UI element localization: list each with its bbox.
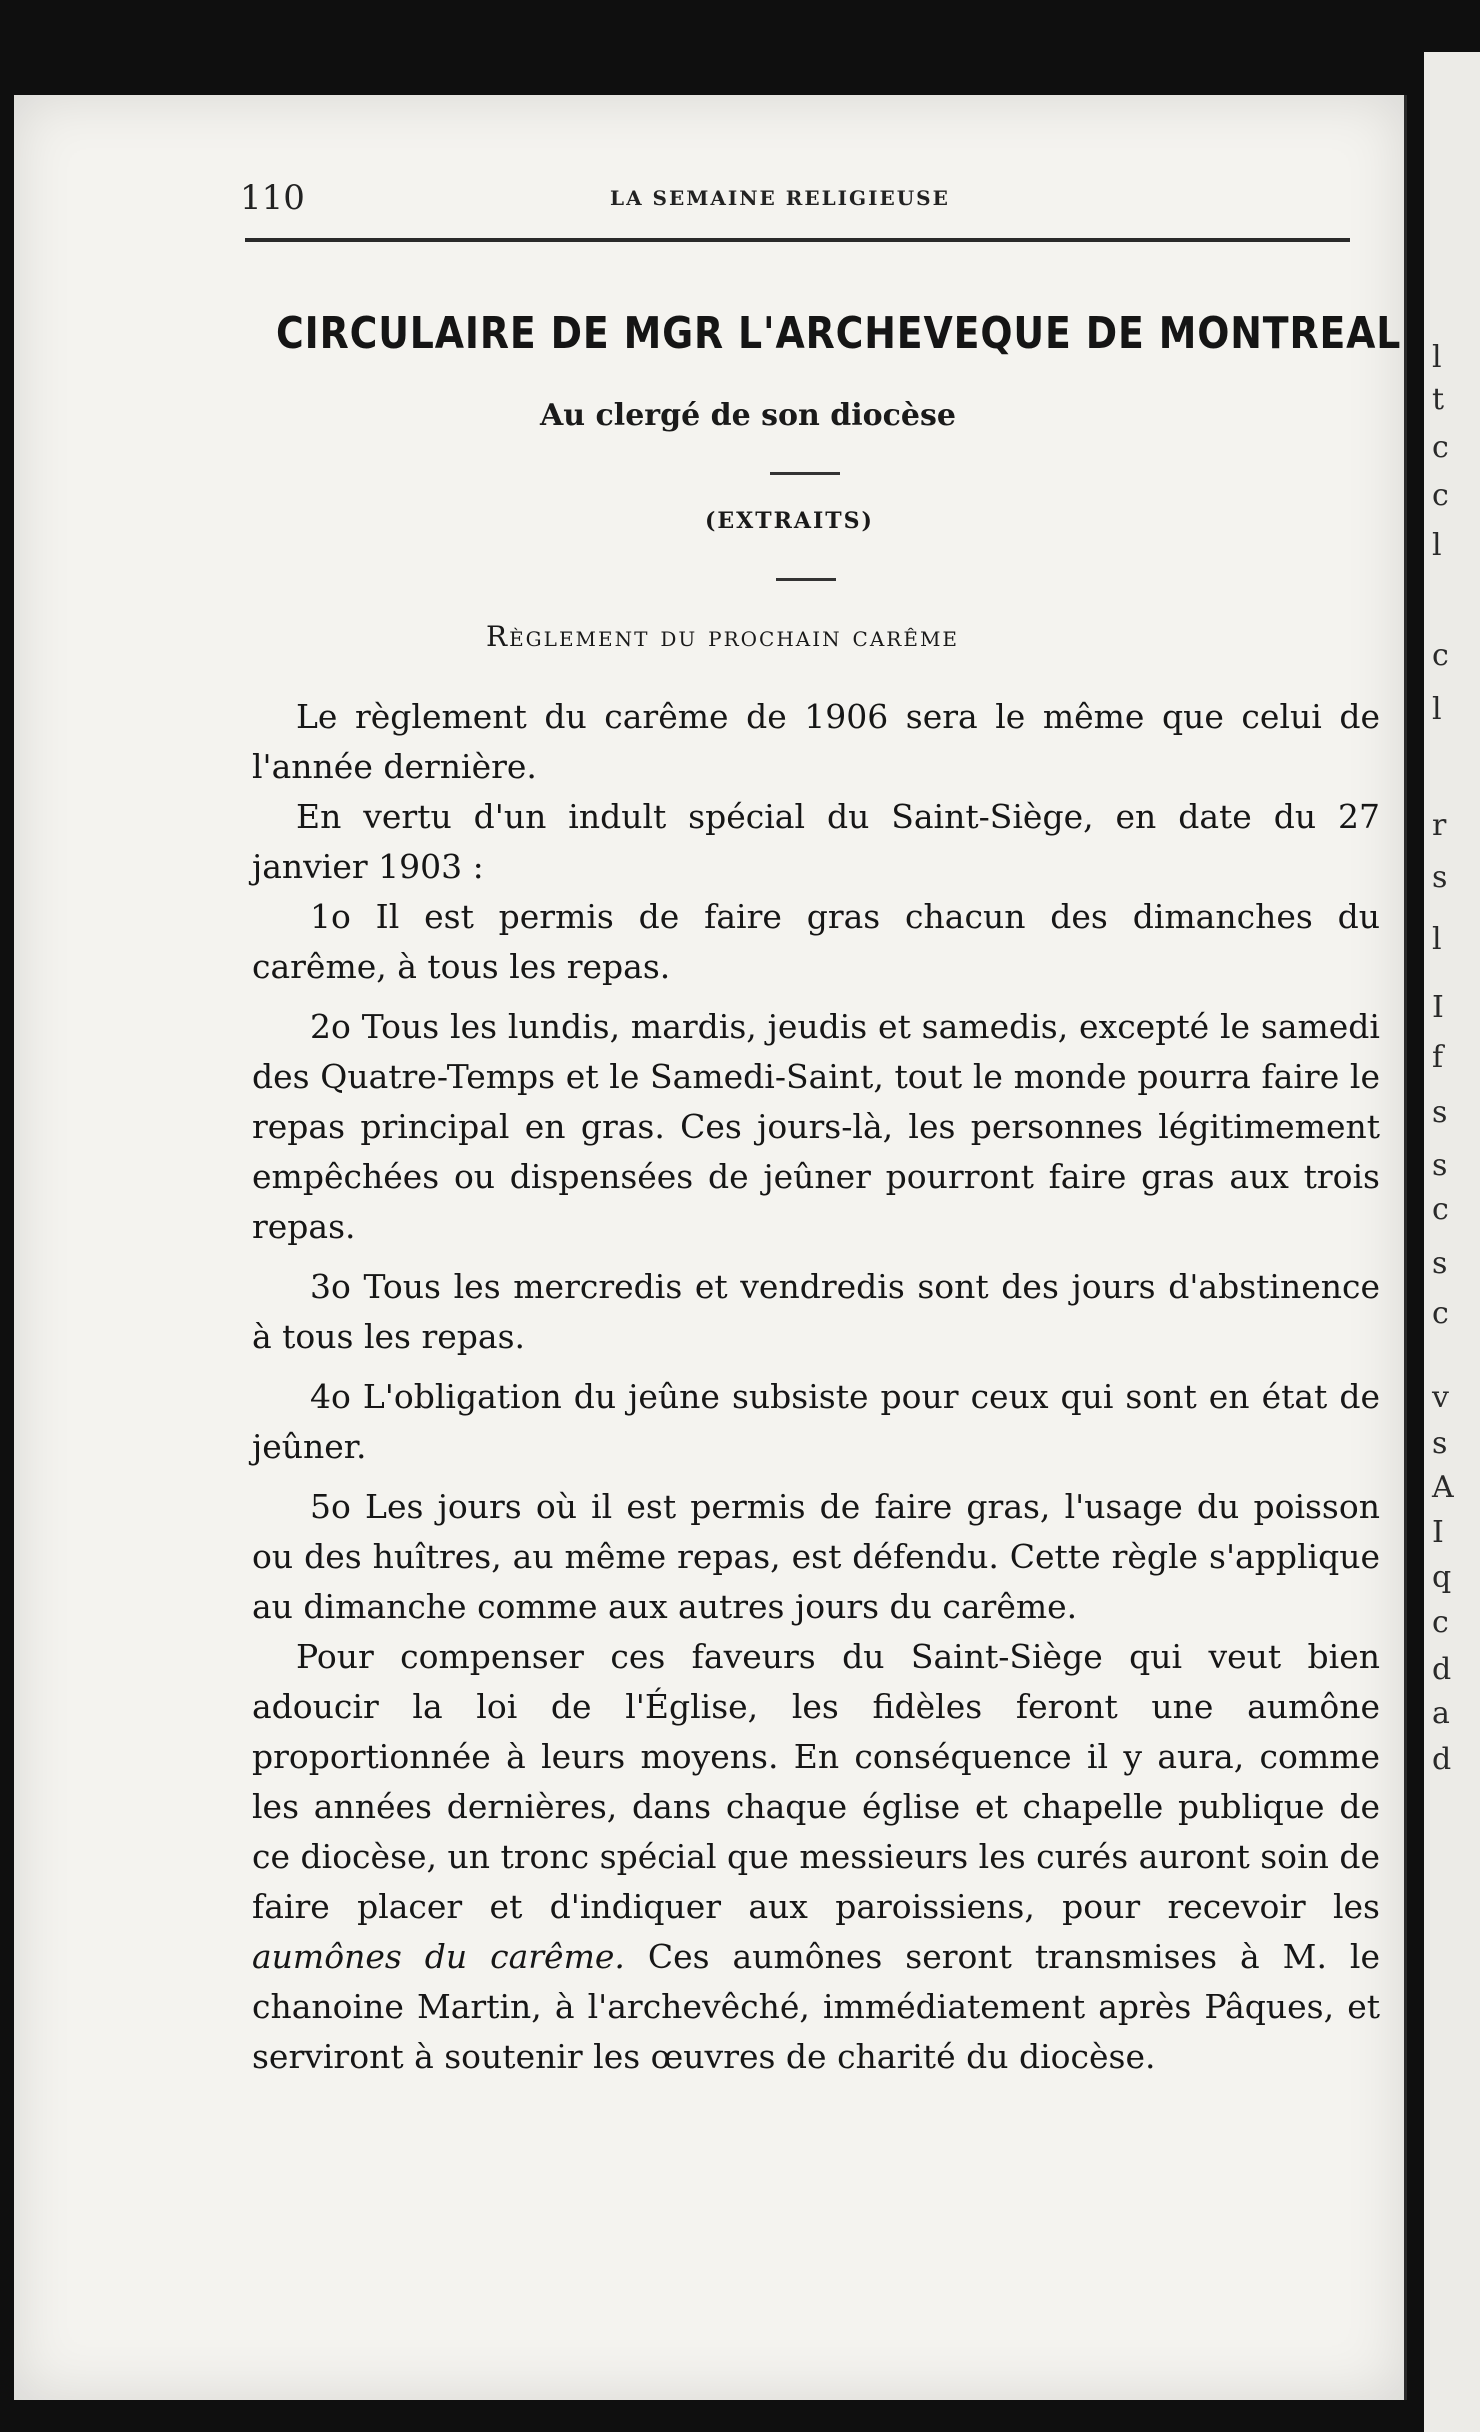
list-item: 4o L'obligation du jeûne subsiste pour ceux qui sont en état de jeûner. [252,1377,1380,1466]
divider-rule [770,472,840,475]
adjacent-page-letter: A [1432,1470,1454,1505]
adjacent-page-letter: q [1432,1560,1452,1595]
adjacent-page-letter: l [1432,922,1442,957]
paragraph: Le règlement du carême de 1906 sera le même que celui de l'année dernière. [252,697,1380,786]
header-rule [245,238,1350,242]
adjacent-page-letter: I [1432,990,1444,1025]
adjacent-page-letter: c [1432,638,1449,673]
paragraph-final [252,1632,1380,2082]
running-head [240,178,1350,218]
list-item: 2o Tous les lundis, mardis, jeudis et samedis, excepté le samedi des Quatre-Temps et le Samedi-Saint, tout le monde pourra faire le repas principal en gras. Ces jours-là, les personnes légitimement empêchées ou dispensées de jeûner pourront faire gras aux trois repas. [252,1007,1380,1246]
page-number: 110 [240,178,305,218]
adjacent-page-letter: c [1432,1296,1449,1331]
adjacent-page-letter: s [1432,1246,1448,1281]
body-text [252,692,1380,2082]
list-item: 3o Tous les mercredis et vendredis sont des jours d'abstinence à tous les repas. [252,1267,1380,1356]
adjacent-page-letter: f [1432,1040,1444,1075]
adjacent-page-letter: c [1432,1192,1449,1227]
adjacent-page-letter: t [1432,382,1445,417]
adjacent-page-letter: c [1432,1605,1449,1640]
adjacent-page-letter: s [1432,1426,1448,1461]
document-title: CIRCULAIRE DE MGR L'ARCHEVEQUE DE MONTREAL [276,308,1402,359]
adjacent-page-letter: d [1432,1652,1452,1687]
adjacent-page-edge [1424,52,1480,2432]
adjacent-page-letter: r [1432,808,1447,843]
adjacent-page-letter: c [1432,478,1449,513]
divider-rule [776,578,836,581]
adjacent-page-letter: I [1432,1515,1444,1550]
document-subtitle: Au clergé de son diocèse [540,398,956,433]
adjacent-page-letter: l [1432,340,1442,375]
italic-phrase: aumônes du carême. [252,1937,625,1976]
adjacent-page-letter: s [1432,1148,1448,1183]
paragraph-text: Pour compenser ces faveurs du Saint-Siège qui veut bien adoucir la loi de l'Église, les fidèles feront une aumône proportionnée à leurs moyens. En conséquence il y aura, comme les années dernières, dans chaque église et chapelle publique de ce diocèse, un tronc spécial que messieurs les curés auront soin de faire placer et d'indiquer aux paroissiens, pour recevoir les [252,1637,1380,1926]
adjacent-page-letter: v [1432,1380,1449,1415]
paragraph-text: Ces aumônes seront transmises à M. le chanoine Martin, à l'archevêché, immédiatement après Pâques, et serviront à soutenir les œuvres de charité du diocèse. [252,1937,1380,2076]
adjacent-page-letter: a [1432,1696,1450,1731]
section-heading: Règlement du prochain carême [486,620,960,653]
adjacent-page-letter: s [1432,860,1448,895]
adjacent-page-letter: l [1432,692,1442,727]
adjacent-page-letter: l [1432,528,1442,563]
list-item: 1o Il est permis de faire gras chacun des dimanches du carême, à tous les repas. [252,897,1380,986]
page-edge-line [1404,95,1407,2400]
paragraph: En vertu d'un indult spécial du Saint-Siège, en date du 27 janvier 1903 : [252,797,1380,886]
list-item: 5o Les jours où il est permis de faire gras, l'usage du poisson ou des huîtres, au même repas, est défendu. Cette règle s'applique au dimanche comme aux autres jours du carême. [252,1487,1380,1626]
adjacent-page-letter: s [1432,1095,1448,1130]
extraits-label: (EXTRAITS) [705,508,874,534]
running-title: LA SEMAINE RELIGIEUSE [610,186,950,210]
adjacent-page-letter: d [1432,1742,1452,1777]
adjacent-page-letter: c [1432,430,1449,465]
